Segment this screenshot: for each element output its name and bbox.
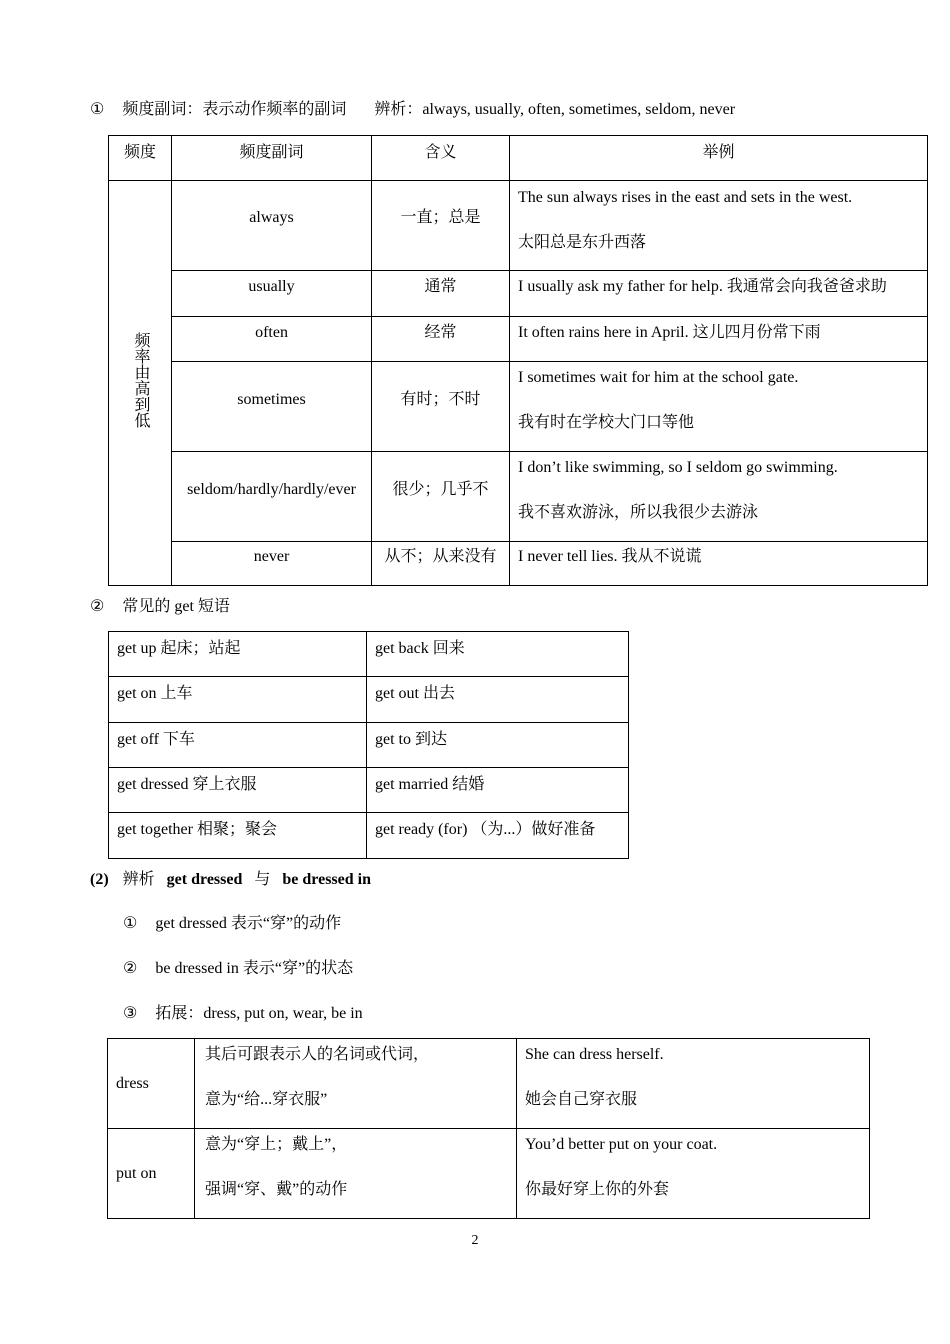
table-row-adverb: never xyxy=(172,542,372,586)
table-row-meaning: 通常 xyxy=(372,271,510,317)
table-row-meaning: 经常 xyxy=(372,317,510,362)
list-item xyxy=(123,1000,363,1023)
header-frequency: 频度 xyxy=(109,136,172,181)
list-item-number: ① xyxy=(123,915,138,932)
table-row-adverb: always xyxy=(172,181,372,271)
section1-number: ① xyxy=(90,101,105,118)
table-cell: get out 出去 xyxy=(367,677,629,723)
list-item-number: ③ xyxy=(123,1005,138,1022)
table-cell: get ready (for) （为...）做好准备 xyxy=(367,813,629,859)
table-row-example xyxy=(517,1039,870,1129)
table-cell: get dressed 穿上衣服 xyxy=(109,768,367,813)
section3-term2: be dressed in xyxy=(282,871,371,888)
table-row-example xyxy=(510,181,928,271)
section2-number: ② xyxy=(90,598,105,615)
list-item-text: 拓展：dress, put on, wear, be in xyxy=(155,1005,363,1022)
table-row-meaning: 一直；总是 xyxy=(372,181,510,271)
table-row-description xyxy=(195,1039,517,1129)
section2-title: 常见的 get 短语 xyxy=(122,598,230,615)
table-row-meaning: 有时；不时 xyxy=(372,362,510,452)
section3-heading xyxy=(90,866,371,889)
example-english: You’d better put on your coat. xyxy=(525,1136,718,1153)
section3-connector: 与 xyxy=(254,871,271,888)
header-example: 举例 xyxy=(510,136,928,181)
section1-heading xyxy=(90,96,735,119)
example-english: She can dress herself. xyxy=(525,1046,664,1063)
table-row-example xyxy=(510,452,928,542)
table-cell: get off 下车 xyxy=(109,723,367,768)
table-cell: get on 上车 xyxy=(109,677,367,723)
list-item xyxy=(123,955,353,978)
table-row-example xyxy=(510,362,928,452)
table-row-example xyxy=(517,1129,870,1219)
table-cell: get back 回来 xyxy=(367,632,629,677)
example-chinese: 我有时在学校大门口等他 xyxy=(518,414,695,431)
example-chinese: 她会自己穿衣服 xyxy=(525,1091,638,1108)
list-item-text: get dressed 表示“穿”的动作 xyxy=(155,915,342,932)
example-chinese: 我不喜欢游泳，所以我很少去游泳 xyxy=(518,504,759,521)
example-chinese: 你最好穿上你的外套 xyxy=(525,1181,670,1198)
section3-term1: get dressed xyxy=(166,871,243,888)
description-line2: 意为“给...穿衣服” xyxy=(205,1091,328,1108)
table-row-meaning: 从不；从来没有 xyxy=(372,542,510,586)
table-cell: get married 结婚 xyxy=(367,768,629,813)
header-meaning: 含义 xyxy=(372,136,510,181)
table-cell: get up 起床；站起 xyxy=(109,632,367,677)
section3-label: 辨析 xyxy=(122,871,155,888)
example-chinese: 太阳总是东升西落 xyxy=(518,234,647,251)
description-line1: 意为“穿上；戴上”， xyxy=(205,1136,348,1153)
description-line1: 其后可跟表示人的名词或代词， xyxy=(205,1046,430,1063)
table-row-adverb: seldom/hardly/hardly/ever xyxy=(172,452,372,542)
description-line2: 强调“穿、戴”的动作 xyxy=(205,1181,348,1198)
table-row-description xyxy=(195,1129,517,1219)
example-english: I don’t like swimming, so I seldom go swimming. xyxy=(518,459,838,476)
frequency-label-cell xyxy=(109,181,172,586)
section1-analysis: 辨析：always, usually, often, sometimes, seldom, never xyxy=(374,101,736,118)
table-row-word: dress xyxy=(108,1039,195,1129)
list-item xyxy=(123,910,341,933)
section2-heading xyxy=(90,593,230,616)
section3-number: (2) xyxy=(90,871,109,888)
frequency-label: 频率由高到低 xyxy=(132,332,149,428)
example-english: The sun always rises in the east and sets in the west. xyxy=(518,189,853,206)
table-cell: get to 到达 xyxy=(367,723,629,768)
table-row-example: I never tell lies. 我从不说谎 xyxy=(510,542,928,586)
dress-table xyxy=(107,1038,870,1219)
list-item-number: ② xyxy=(123,960,138,977)
list-item-text: be dressed in 表示“穿”的状态 xyxy=(155,960,354,977)
table-cell: get together 相聚；聚会 xyxy=(109,813,367,859)
table-row-adverb: often xyxy=(172,317,372,362)
table-row-word: put on xyxy=(108,1129,195,1219)
table-row-adverb: sometimes xyxy=(172,362,372,452)
table-row-meaning: 很少；几乎不 xyxy=(372,452,510,542)
table-row-example: It often rains here in April. 这儿四月份常下雨 xyxy=(510,317,928,362)
table-row-example: I usually ask my father for help. 我通常会向我爸爸求助 xyxy=(510,271,928,317)
get-phrases-table xyxy=(108,631,629,859)
page-number: 2 xyxy=(471,1233,479,1248)
frequency-table xyxy=(108,135,928,586)
table-row-adverb: usually xyxy=(172,271,372,317)
header-adverb: 频度副词 xyxy=(172,136,372,181)
example-english: I sometimes wait for him at the school gate. xyxy=(518,369,799,386)
section1-title: 频度副词：表示动作频率的副词 xyxy=(122,101,347,118)
